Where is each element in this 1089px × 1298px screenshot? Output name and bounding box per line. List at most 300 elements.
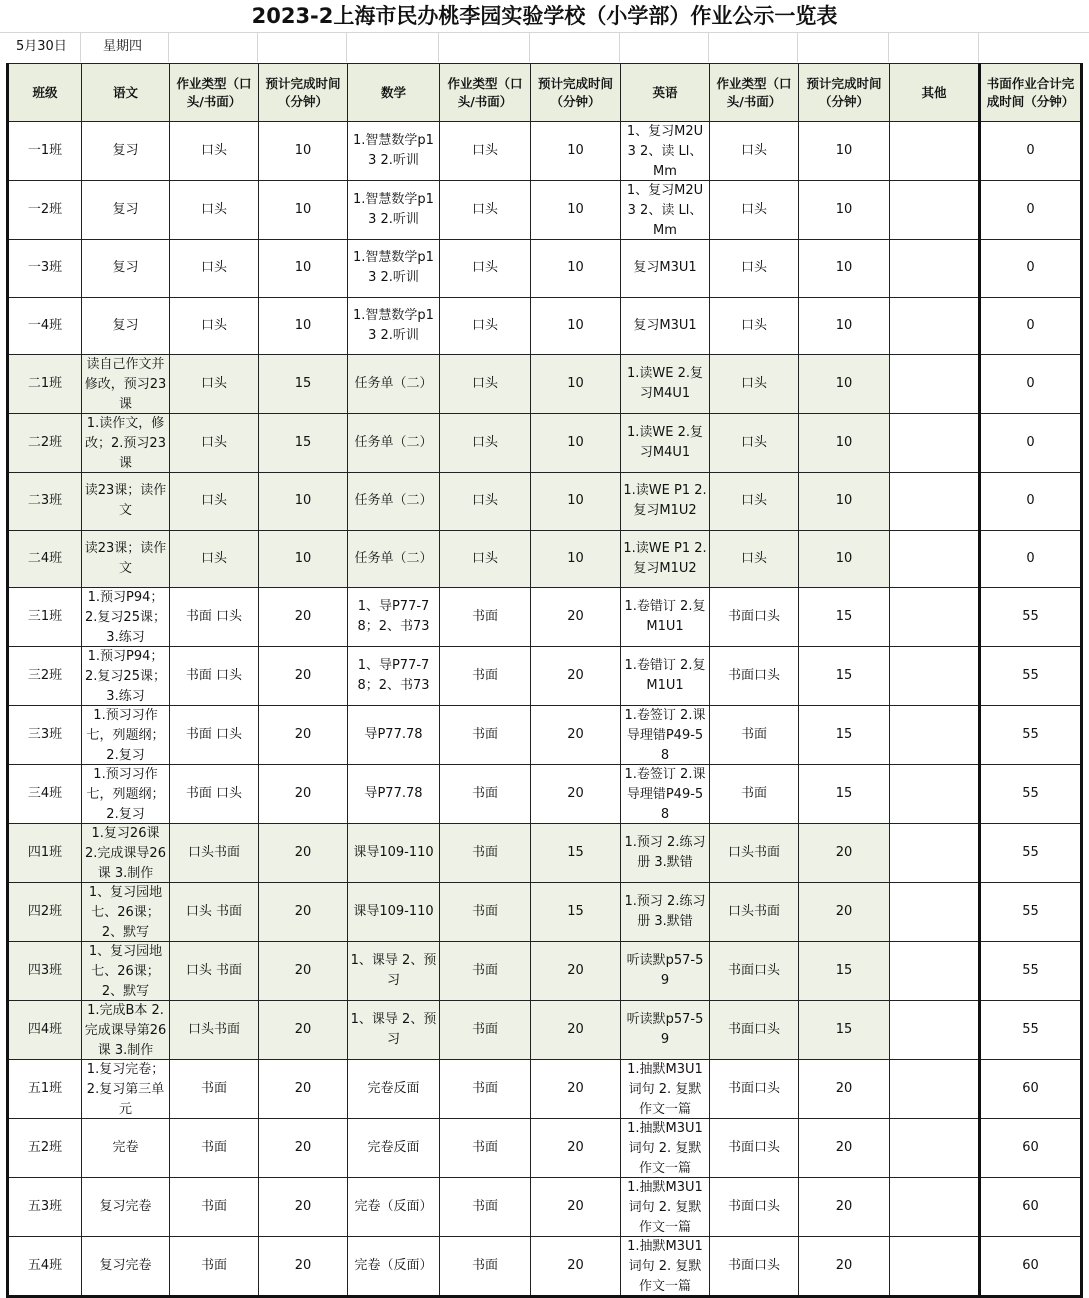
math-task-cell (348, 122, 440, 181)
math-time-cell (531, 765, 621, 824)
chinese-task-cell (82, 824, 170, 883)
english-time-cell (799, 706, 890, 765)
total-time: 0 (1026, 376, 1035, 391)
english-type: 口头 (740, 317, 767, 333)
math-time-cell (531, 240, 621, 298)
table-row (8, 473, 1082, 531)
english-type: 书面 (740, 786, 767, 801)
math-time: 20 (567, 1022, 584, 1037)
english-task-cell (621, 647, 710, 706)
math-type-cell (440, 530, 531, 588)
english-type-cell (710, 181, 799, 240)
english-time: 10 (835, 376, 853, 391)
math-task: 1.智慧数学p13 2.听训 (353, 133, 434, 168)
chinese-type-cell (170, 1001, 259, 1060)
class-name: 五3班 (27, 1199, 63, 1214)
chinese-task-cell (82, 1119, 170, 1178)
grid-line (438, 32, 439, 62)
table-row (8, 1178, 1082, 1237)
chinese-task-cell (82, 355, 170, 414)
english-time: 10 (835, 317, 853, 333)
chinese-type: 口头 (200, 260, 227, 276)
grid-line (797, 32, 798, 62)
english-time: 20 (835, 1199, 853, 1214)
math-time: 20 (567, 1199, 584, 1214)
english-type-cell (710, 647, 799, 706)
class-name: 一3班 (27, 260, 63, 276)
chinese-time-cell (259, 473, 348, 531)
chinese-time: 10 (294, 143, 312, 158)
math-task-cell (348, 355, 440, 414)
english-task-cell (621, 942, 710, 1001)
chinese-task: 1.预习习作七，列题纲；2.复习 (86, 767, 165, 822)
math-time: 20 (567, 1081, 584, 1096)
chinese-type-cell (170, 1237, 259, 1297)
math-type: 书面 (471, 845, 498, 860)
english-type: 口头书面 (727, 904, 780, 919)
total-time-cell (980, 1119, 1082, 1178)
math-task: 1、导P77-78；2、书73 (357, 658, 430, 693)
class-name: 四1班 (27, 845, 63, 860)
chinese-task-cell (82, 942, 170, 1001)
col-header-english-type: 作业类型（口头/书面） (710, 64, 799, 122)
math-task: 完卷反面 (367, 1140, 420, 1155)
chinese-task: 复习完卷 (99, 1199, 152, 1214)
total-time-cell (980, 1001, 1082, 1060)
chinese-task-cell (82, 1060, 170, 1119)
english-time-cell (799, 942, 890, 1001)
math-task-cell (348, 588, 440, 647)
english-task: 1.抽默M3U1词句 2. 复默作文一篇 (627, 1239, 703, 1294)
chinese-type-cell (170, 414, 259, 473)
english-time-cell (799, 824, 890, 883)
chinese-task: 1.复习26课 2.完成课导26课 3.制作 (85, 826, 166, 881)
english-task-cell (621, 355, 710, 414)
english-type: 书面口头 (727, 668, 780, 683)
english-task-cell (621, 473, 710, 531)
chinese-task-cell (82, 414, 170, 473)
chinese-time-cell (259, 765, 348, 824)
class-name-cell (8, 1237, 82, 1297)
english-task: 1、复习M2U3 2、读 Ll、Mm (626, 124, 704, 179)
chinese-type: 书面 (200, 1140, 227, 1155)
other-task-cell (890, 706, 980, 765)
english-task-cell (621, 181, 710, 240)
math-time-cell (531, 588, 621, 647)
class-name: 五4班 (27, 1258, 63, 1273)
english-task: 1.抽默M3U1词句 2. 复默作文一篇 (627, 1121, 703, 1176)
english-task: 1.预习 2.练习册 3.默错 (624, 835, 706, 870)
table-row (8, 1001, 1082, 1060)
math-type-cell (440, 355, 531, 414)
english-time-cell (799, 647, 890, 706)
class-name: 四3班 (27, 963, 63, 978)
math-type: 口头 (471, 143, 498, 158)
english-type: 口头 (740, 493, 767, 509)
math-task: 1.智慧数学p13 2.听训 (353, 307, 434, 343)
english-type: 书面口头 (727, 1258, 780, 1273)
english-time: 10 (835, 435, 853, 450)
math-time-cell (531, 414, 621, 473)
english-type-cell (710, 942, 799, 1001)
chinese-type-cell (170, 942, 259, 1001)
chinese-time: 20 (294, 1140, 312, 1155)
table-row (8, 824, 1082, 883)
math-type-cell (440, 240, 531, 298)
english-type-cell (710, 355, 799, 414)
col-header-class: 班级 (8, 64, 82, 122)
english-time-cell (799, 414, 890, 473)
english-time: 15 (835, 609, 853, 624)
grid-line (619, 32, 620, 62)
total-time-cell (980, 942, 1082, 1001)
total-time-cell (980, 530, 1082, 588)
col-header-chinese-time: 预计完成时间（分钟） (259, 64, 348, 122)
chinese-time: 20 (294, 963, 312, 978)
english-task: 1.读WE P1 2.复习M1U2 (623, 483, 707, 519)
chinese-type: 口头 (200, 317, 227, 333)
math-task-cell (348, 824, 440, 883)
chinese-type: 书面 口头 (185, 786, 243, 801)
col-header-english-time: 预计完成时间（分钟） (799, 64, 890, 122)
class-name: 五2班 (27, 1140, 63, 1155)
chinese-task: 复习 (112, 143, 139, 158)
math-time-cell (531, 355, 621, 414)
english-type-cell (710, 1001, 799, 1060)
chinese-task: 读23课；读作文 (84, 540, 167, 576)
math-type: 口头 (471, 317, 498, 333)
chinese-type: 书面 (200, 1199, 227, 1214)
total-time-cell (980, 1237, 1082, 1297)
total-time-cell (980, 706, 1082, 765)
english-time-cell (799, 765, 890, 824)
chinese-time: 10 (294, 317, 312, 333)
chinese-type: 口头书面 (187, 1022, 240, 1037)
total-time-cell (980, 122, 1082, 181)
chinese-task: 复习 (112, 260, 139, 276)
total-time-cell (980, 414, 1082, 473)
table-row (8, 1060, 1082, 1119)
english-time: 10 (835, 143, 853, 158)
english-task-cell (621, 1119, 710, 1178)
english-task: 1.抽默M3U1词句 2. 复默作文一篇 (627, 1062, 703, 1117)
english-time-cell (799, 588, 890, 647)
english-type: 书面口头 (727, 1081, 780, 1096)
math-type: 书面 (471, 786, 498, 801)
math-time: 20 (567, 1140, 584, 1155)
math-task-cell (348, 414, 440, 473)
english-task: 听读默p57-59 (626, 953, 704, 988)
math-task-cell (348, 1001, 440, 1060)
math-type-cell (440, 1237, 531, 1297)
math-type-cell (440, 765, 531, 824)
chinese-task-cell (82, 706, 170, 765)
class-name-cell (8, 1060, 82, 1119)
chinese-task: 1.完成B本 2.完成课导第26课 3.制作 (84, 1003, 167, 1058)
english-task: 复习M3U1 (633, 260, 697, 276)
class-name: 一1班 (27, 143, 63, 158)
other-task-cell (890, 942, 980, 1001)
other-task-cell (890, 181, 980, 240)
class-name-cell (8, 647, 82, 706)
class-name: 四2班 (27, 904, 63, 919)
math-time-cell (531, 1178, 621, 1237)
english-task-cell (621, 414, 710, 473)
chinese-time-cell (259, 647, 348, 706)
chinese-task-cell (82, 122, 170, 181)
table-row (8, 942, 1082, 1001)
chinese-type-cell (170, 588, 259, 647)
english-type-cell (710, 1178, 799, 1237)
math-type-cell (440, 473, 531, 531)
math-type-cell (440, 1060, 531, 1119)
table-row (8, 240, 1082, 298)
math-time: 10 (567, 260, 584, 276)
english-type-cell (710, 1237, 799, 1297)
other-task-cell (890, 240, 980, 298)
english-task: 1.读WE 2.复习M4U1 (626, 425, 703, 460)
total-time-cell (980, 181, 1082, 240)
math-type: 口头 (471, 376, 498, 391)
math-task-cell (348, 647, 440, 706)
math-type: 书面 (471, 668, 498, 683)
math-task-cell (348, 883, 440, 942)
table-row (8, 122, 1082, 181)
total-time-cell (980, 647, 1082, 706)
total-time-cell (980, 240, 1082, 298)
english-task: 1.读WE 2.复习M4U1 (626, 366, 703, 401)
english-type-cell (710, 1119, 799, 1178)
other-task-cell (890, 1060, 980, 1119)
math-time: 10 (567, 435, 584, 450)
total-time: 55 (1022, 963, 1039, 978)
grid-line (168, 32, 169, 62)
math-time: 20 (567, 1258, 584, 1273)
math-time-cell (531, 1119, 621, 1178)
chinese-type: 口头 书面 (185, 963, 243, 978)
col-header-chinese: 语文 (82, 64, 170, 122)
other-task-cell (890, 297, 980, 355)
chinese-time: 15 (294, 376, 312, 391)
date-label: 5月30日 (16, 39, 67, 54)
english-type-cell (710, 122, 799, 181)
math-type: 书面 (471, 1022, 498, 1037)
math-task-cell (348, 1237, 440, 1297)
total-time: 60 (1022, 1081, 1039, 1096)
math-type-cell (440, 297, 531, 355)
class-name: 二2班 (27, 435, 63, 450)
other-task-cell (890, 355, 980, 414)
date-row (0, 32, 1089, 62)
chinese-task: 读自己作文并修改，预习23课 (84, 357, 167, 412)
math-time-cell (531, 1237, 621, 1297)
class-name: 四4班 (27, 1022, 63, 1037)
english-type: 口头 (740, 550, 767, 566)
math-type-cell (440, 181, 531, 240)
english-task: 1.抽默M3U1词句 2. 复默作文一篇 (627, 1180, 703, 1235)
chinese-task: 1、复习园地七、26课；2、默写 (88, 944, 163, 999)
math-task: 课导109-110 (353, 845, 434, 860)
chinese-type: 书面 口头 (185, 609, 243, 624)
chinese-time: 15 (294, 435, 312, 450)
english-type-cell (710, 240, 799, 298)
chinese-type-cell (170, 473, 259, 531)
math-task-cell (348, 1060, 440, 1119)
math-time: 10 (567, 376, 584, 391)
english-type: 口头 (740, 435, 767, 450)
english-time-cell (799, 1237, 890, 1297)
english-time: 15 (835, 1022, 853, 1037)
english-type-cell (710, 706, 799, 765)
chinese-type: 口头 书面 (185, 904, 243, 919)
total-time: 55 (1022, 1022, 1039, 1037)
math-task-cell (348, 530, 440, 588)
total-time: 0 (1026, 143, 1035, 158)
total-time-cell (980, 883, 1082, 942)
english-time: 20 (835, 904, 853, 919)
chinese-type: 书面 口头 (185, 727, 243, 742)
total-time: 55 (1022, 668, 1039, 683)
class-name: 一2班 (27, 202, 63, 217)
table-row (8, 181, 1082, 240)
math-type: 书面 (471, 904, 498, 919)
total-time: 60 (1022, 1258, 1039, 1273)
total-time-cell (980, 1060, 1082, 1119)
math-task-cell (348, 181, 440, 240)
english-time: 20 (835, 1081, 853, 1096)
english-type-cell (710, 1060, 799, 1119)
chinese-time: 20 (294, 609, 312, 624)
math-type-cell (440, 588, 531, 647)
table-row (8, 647, 1082, 706)
other-task-cell (890, 647, 980, 706)
class-name-cell (8, 1001, 82, 1060)
math-task-cell (348, 765, 440, 824)
english-task-cell (621, 1060, 710, 1119)
chinese-time: 20 (294, 1022, 312, 1037)
english-time: 10 (835, 260, 853, 276)
math-type: 书面 (471, 963, 498, 978)
table-row (8, 1237, 1082, 1297)
chinese-time-cell (259, 530, 348, 588)
english-task-cell (621, 824, 710, 883)
chinese-time-cell (259, 240, 348, 298)
english-time-cell (799, 240, 890, 298)
grid-line (346, 32, 347, 62)
total-time-cell (980, 824, 1082, 883)
math-type-cell (440, 647, 531, 706)
math-type: 书面 (471, 1140, 498, 1155)
english-task: 1.卷签订 2.课导理错P49-58 (624, 767, 706, 822)
english-type: 口头 (740, 260, 767, 276)
math-time: 20 (567, 668, 584, 683)
math-time: 20 (567, 963, 584, 978)
english-type-cell (710, 765, 799, 824)
table-row (8, 706, 1082, 765)
grid-line (708, 32, 709, 62)
chinese-time: 20 (294, 786, 312, 801)
other-task-cell (890, 414, 980, 473)
math-task: 完卷（反面） (354, 1258, 433, 1273)
math-task-cell (348, 942, 440, 1001)
english-type: 书面 (740, 727, 767, 742)
english-time-cell (799, 181, 890, 240)
total-time-cell (980, 297, 1082, 355)
chinese-time: 10 (294, 202, 312, 217)
math-time-cell (531, 706, 621, 765)
grid-line (257, 32, 258, 62)
math-task-cell (348, 706, 440, 765)
english-time-cell (799, 297, 890, 355)
chinese-task-cell (82, 1237, 170, 1297)
other-task-cell (890, 530, 980, 588)
english-time: 20 (835, 1140, 853, 1155)
col-header-total: 书面作业合计完成时间（分钟） (980, 64, 1082, 122)
table-row (8, 530, 1082, 588)
table-row (8, 414, 1082, 473)
table-row (8, 1119, 1082, 1178)
class-name-cell (8, 473, 82, 531)
chinese-type-cell (170, 181, 259, 240)
math-type: 口头 (471, 435, 498, 450)
col-header-math: 数学 (348, 64, 440, 122)
class-name-cell (8, 1178, 82, 1237)
class-name-cell (8, 122, 82, 181)
other-task-cell (890, 122, 980, 181)
math-time: 10 (567, 550, 584, 566)
class-name: 二3班 (27, 493, 63, 509)
math-time: 10 (567, 493, 584, 509)
english-task: 1.预习 2.练习册 3.默错 (624, 894, 706, 929)
math-time: 20 (567, 786, 584, 801)
chinese-type-cell (170, 1060, 259, 1119)
english-time-cell (799, 883, 890, 942)
english-task-cell (621, 530, 710, 588)
math-time: 10 (567, 317, 584, 333)
total-time: 55 (1022, 845, 1039, 860)
chinese-type: 口头 (200, 435, 227, 450)
math-task-cell (348, 240, 440, 298)
class-name: 二4班 (27, 550, 63, 566)
english-time-cell (799, 1178, 890, 1237)
chinese-type-cell (170, 765, 259, 824)
english-type: 书面口头 (727, 1140, 780, 1155)
chinese-type: 口头 (200, 143, 227, 158)
english-time-cell (799, 1119, 890, 1178)
chinese-task: 复习完卷 (99, 1258, 152, 1273)
total-time-cell (980, 1178, 1082, 1237)
total-time: 0 (1026, 435, 1035, 450)
english-type-cell (710, 588, 799, 647)
class-name-cell (8, 297, 82, 355)
english-type-cell (710, 414, 799, 473)
chinese-task-cell (82, 181, 170, 240)
grid-line (0, 32, 1089, 33)
total-time: 0 (1026, 317, 1035, 333)
table-row (8, 883, 1082, 942)
chinese-task-cell (82, 1178, 170, 1237)
english-time-cell (799, 530, 890, 588)
chinese-task: 1.复习完卷；2.复习第三单元 (86, 1062, 165, 1117)
english-time-cell (799, 122, 890, 181)
math-time: 10 (567, 202, 584, 217)
english-task: 1.卷错订 2.复M1U1 (624, 658, 706, 693)
english-type: 口头书面 (727, 845, 780, 860)
col-header-math-type: 作业类型（口头/书面） (440, 64, 531, 122)
math-task-cell (348, 473, 440, 531)
english-time-cell (799, 1001, 890, 1060)
class-name-cell (8, 706, 82, 765)
